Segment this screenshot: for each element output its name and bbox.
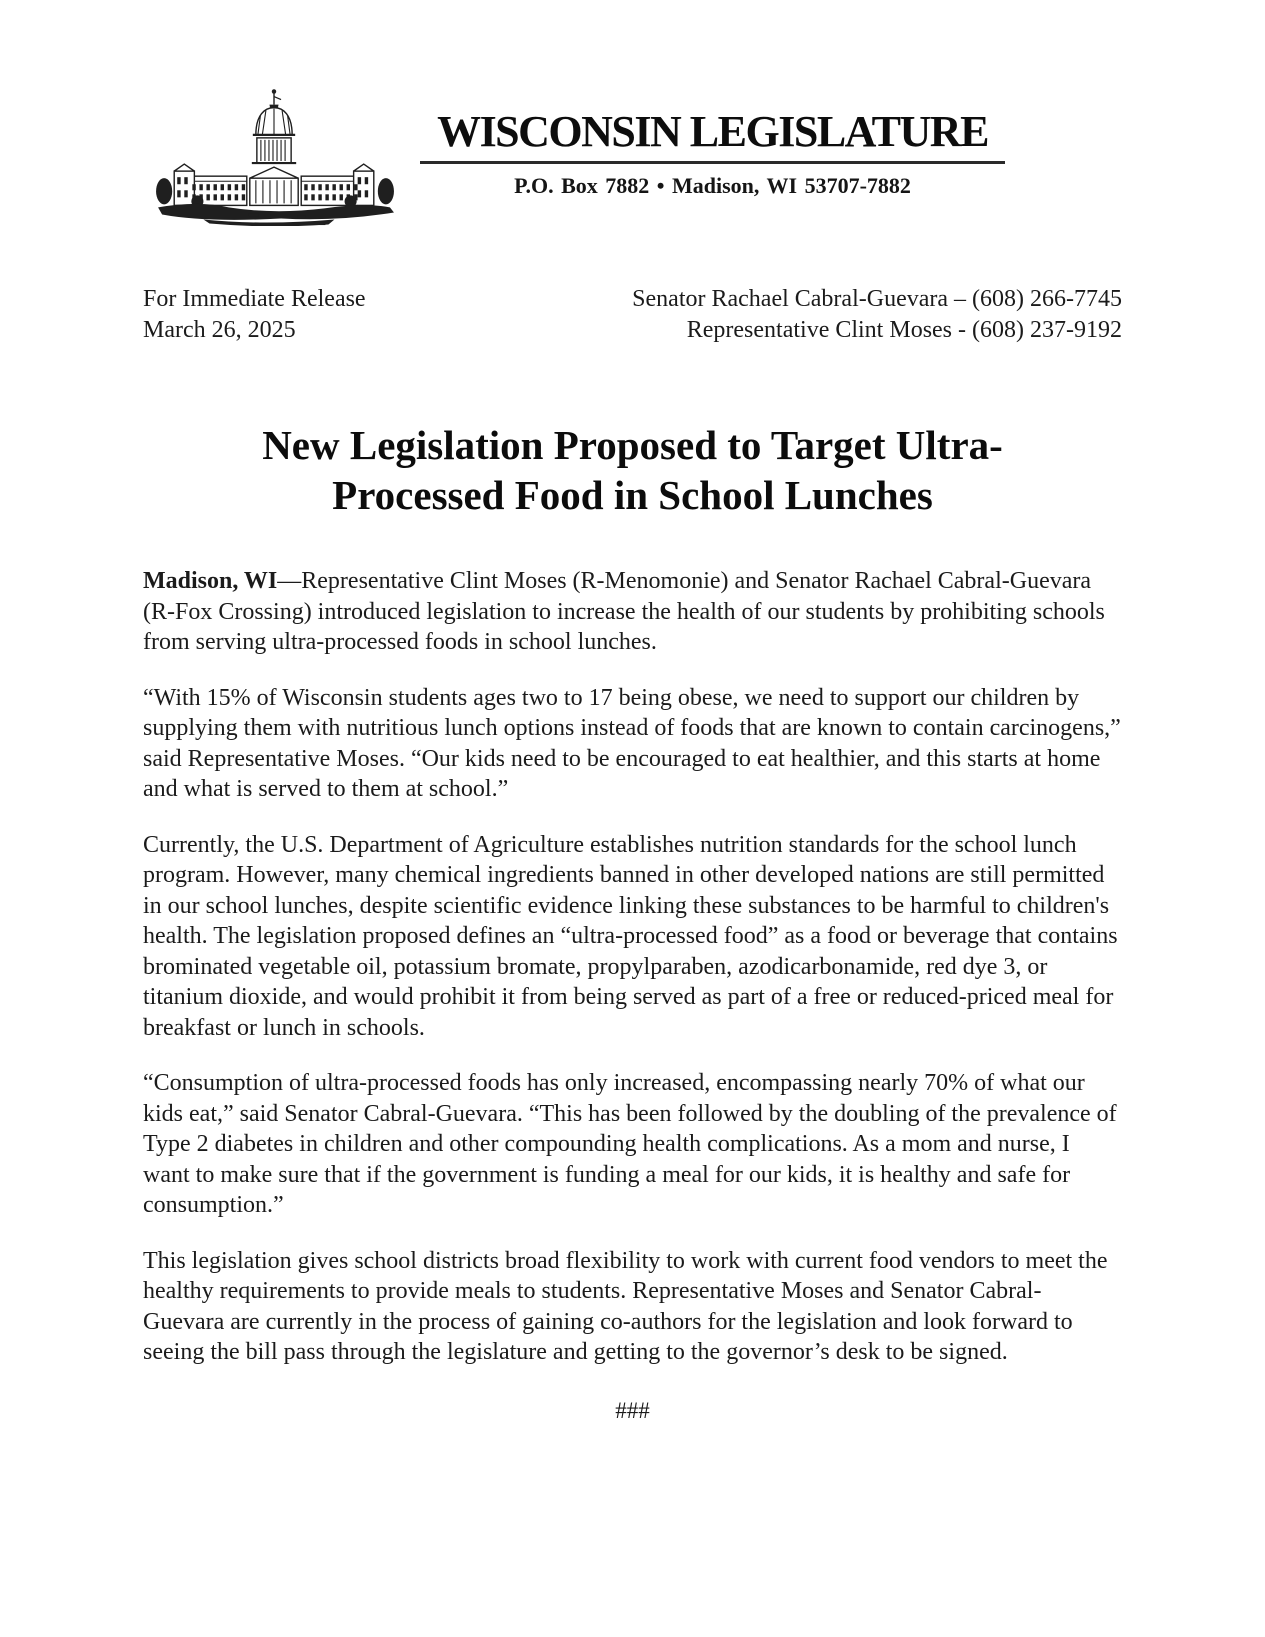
headline bbox=[143, 420, 1122, 520]
release-info bbox=[143, 284, 1122, 346]
contact-representative: Representative Clint Moses - (608) 237-9192 bbox=[686, 317, 1122, 343]
body-paragraph: This legislation gives school districts broad flexibility to work with current food vendors to meet the healthy requirements to provide meals to students. Representative Moses and Senator Cabral-Guevara are currently in the process of gaining co-authors for the legislation and look forward to seeing the bill pass through the legislature and getting to the governor’s desk to be signed. bbox=[143, 1247, 1108, 1365]
dateline: Madison, WI bbox=[143, 568, 278, 594]
headline-line-1: New Legislation Proposed to Target Ultra- bbox=[262, 422, 1003, 468]
release-left-column bbox=[143, 284, 366, 346]
release-contacts bbox=[632, 284, 1122, 346]
end-mark: ### bbox=[615, 1397, 650, 1423]
body-paragraph: “Consumption of ultra-processed foods has only increased, encompassing nearly 70% of what our kids eat,” said Senator Cabral-Guevara. “This has been followed by the doubling of the prevalence of Type 2 diabetes in children and other compounding health complications. As a mom and nurse, I want to make sure that if the government is funding a meal for our kids, it is healthy and safe for consumption.” bbox=[143, 1070, 1117, 1218]
body-paragraph bbox=[143, 566, 1122, 658]
letterhead bbox=[0, 0, 1265, 226]
body-text bbox=[143, 566, 1122, 1426]
org-address: P.O. Box 7882 • Madison, WI 53707-7882 bbox=[514, 173, 911, 198]
masthead-divider bbox=[420, 161, 1005, 164]
capitol-building-icon bbox=[148, 84, 400, 226]
body-paragraph: Currently, the U.S. Department of Agriculture establishes nutrition standards for the school lunch program. However, many chemical ingredients banned in other developed nations are still permitted in our school lunches, despite scientific evidence linking these substances to be harmful to children's health. The legislation proposed defines an “ultra-processed food” as a food or beverage that contains brominated vegetable oil, potassium bromate, propylparaben, azodicarbonamide, red dye 3, or titanium dioxide, and would prohibit it from being served as part of a free or reduced-priced meal for breakfast or lunch in schools. bbox=[143, 831, 1118, 1041]
release-label: For Immediate Release bbox=[143, 286, 366, 312]
release-date: March 26, 2025 bbox=[143, 317, 296, 343]
body-paragraph: “With 15% of Wisconsin students ages two to 17 being obese, we need to support our children by supplying them with nutritious lunch options instead of foods that are known to contain carcinogens,” said Representative Moses. “Our kids need to be encouraged to eat healthier, and this starts at home and what is served to them at school.” bbox=[143, 684, 1121, 802]
masthead bbox=[420, 84, 1005, 199]
paragraph-text: —Representative Clint Moses (R-Menomonie) and Senator Rachael Cabral-Guevara (R-Fox Crossing) introduced legislation to increase the health of our students by prohibiting schools from serving ultra-processed foods in school lunches. bbox=[143, 568, 1105, 655]
org-name: WISCONSIN LEGISLATURE bbox=[437, 107, 988, 156]
headline-line-2: Processed Food in School Lunches bbox=[332, 472, 933, 518]
contact-senator: Senator Rachael Cabral-Guevara – (608) 266-7745 bbox=[632, 286, 1122, 312]
